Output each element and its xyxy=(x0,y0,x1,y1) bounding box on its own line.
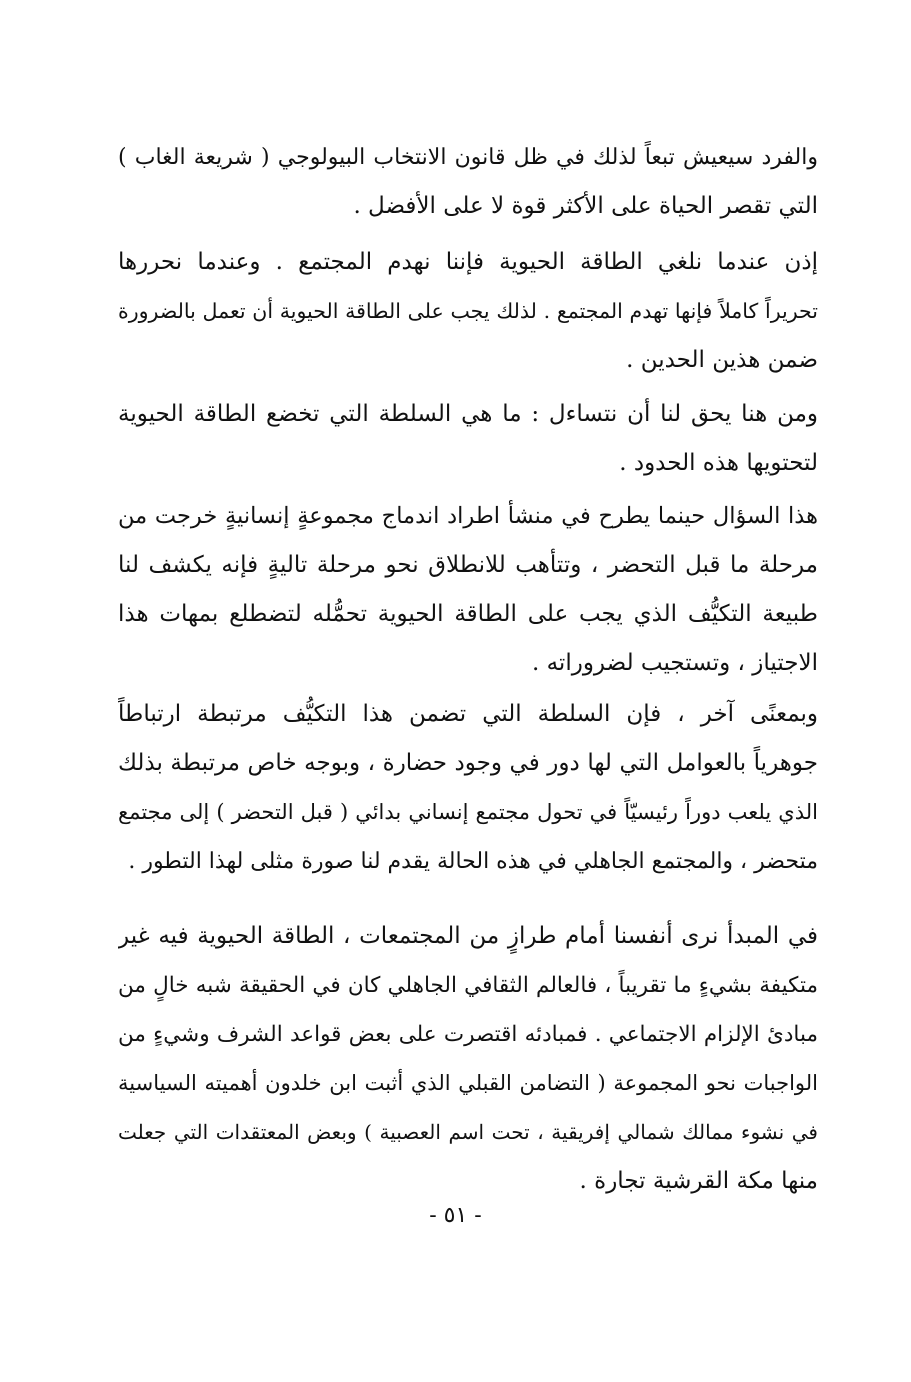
paragraph-line: في نشوء ممالك شمالي إفريقية ، تحت اسم العصبية ) وبعض المعتقدات التي جعلت xyxy=(118,1120,818,1144)
paragraph-6 xyxy=(118,912,818,1206)
paragraph-3 xyxy=(118,390,818,488)
paragraph-line: منها مكة القرشية تجارة . xyxy=(579,1168,818,1194)
paragraph-line: ومن هنا يحق لنا أن نتساءل : ما هي السلطة التي تخضع الطاقة الحيوية xyxy=(118,401,818,427)
paragraph-5 xyxy=(118,690,818,886)
paragraph-4 xyxy=(118,492,818,688)
paragraph-line: الواجبات نحو المجموعة ( التضامن القبلي الذي أثبت ابن خلدون أهميته السياسية xyxy=(118,1071,818,1095)
paragraph-line: هذا السؤال حينما يطرح في منشأ اطراد اندماج مجموعةٍ إنسانيةٍ خرجت من xyxy=(118,503,818,529)
paragraph-line: ضمن هذين الحدين . xyxy=(626,347,818,373)
paragraph-line: وبمعنًى آخر ، فإن السلطة التي تضمن هذا التكيُّف مرتبطة ارتباطاً xyxy=(118,701,818,727)
page-number: - ٥١ - xyxy=(429,1203,482,1228)
paragraph-line: تحريراً كاملاً فإنها تهدم المجتمع . لذلك يجب على الطاقة الحيوية أن تعمل بالضرورة xyxy=(118,299,818,323)
paragraph-line: الذي يلعب دوراً رئيسيّاً في تحول مجتمع إنساني بدائي ( قبل التحضر ) إلى مجتمع xyxy=(118,800,818,824)
paragraph-line: في المبدأ نرى أنفسنا أمام طرازٍ من المجتمعات ، الطاقة الحيوية فيه غير xyxy=(118,923,818,949)
paragraph-line: مرحلة ما قبل التحضر ، وتتأهب للانطلاق نحو مرحلة تاليةٍ فإنه يكشف لنا xyxy=(118,552,818,578)
paragraph-line: إذن عندما نلغي الطاقة الحيوية فإننا نهدم المجتمع . وعندما نحررها xyxy=(118,249,818,275)
paragraph-line: طبيعة التكيُّف الذي يجب على الطاقة الحيوية تحمُّله لتضطلع بمهات هذا xyxy=(118,601,818,627)
paragraph-line: متحضر ، والمجتمع الجاهلي في هذه الحالة يقدم لنا صورة مثلى لهذا التطور . xyxy=(128,849,818,874)
paragraph-1 xyxy=(118,133,818,231)
paragraph-line: التي تقصر الحياة على الأكثر قوة لا على الأفضل . xyxy=(353,193,818,219)
paragraph-line: الاجتياز ، وتستجيب لضروراته . xyxy=(531,650,818,676)
paragraph-line: مبادئ الإلزام الاجتماعي . فمبادئه اقتصرت على بعض قواعد الشرف وشيءٍ من xyxy=(118,1022,818,1047)
paragraph-line: والفرد سيعيش تبعاً لذلك في ظل قانون الانتخاب البيولوجي ( شريعة الغاب ) xyxy=(118,145,818,170)
paragraph-2 xyxy=(118,238,818,385)
paragraph-line: متكيفة بشيءٍ ما تقريباً ، فالعالم الثقافي الجاهلي كان في الحقيقة شبه خالٍ من xyxy=(118,973,818,998)
paragraph-line: لتحتويها هذه الحدود . xyxy=(619,450,818,476)
paragraph-line: جوهرياً بالعوامل التي لها دور في وجود حضارة ، وبوجه خاص مرتبطة بذلك xyxy=(118,750,818,776)
